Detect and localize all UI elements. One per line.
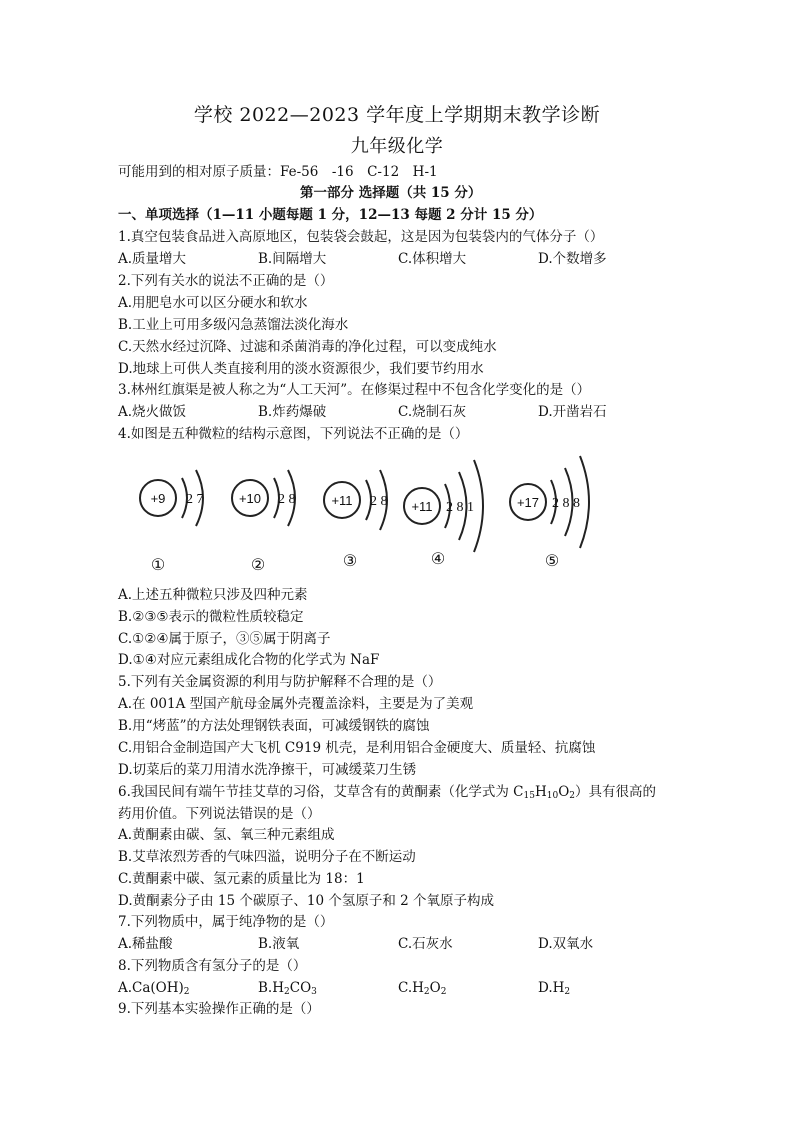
question-1-option-b[interactable]: B.间隔增大	[258, 251, 327, 267]
question-6-stem-text: 6.我国民间有端午节挂艾草的习俗，艾草含有的黄酮素（化学式为 C	[118, 784, 524, 800]
atom-3-label: ③	[342, 553, 358, 570]
part-heading: 第一部分 选择题（共 15 分）	[300, 185, 482, 201]
atom-4-label: ④	[430, 551, 446, 568]
formula-part: A.Ca(OH)	[118, 980, 184, 996]
subscript: 15	[523, 791, 535, 801]
question-8-stem: 8.下列物质含有氢分子的是（）	[118, 958, 307, 974]
question-1-option-d[interactable]: D.个数增多	[538, 251, 607, 267]
question-7-option-b[interactable]: B.液氧	[258, 936, 300, 952]
question-8-option-a[interactable]	[118, 979, 190, 1001]
atom-5-nucleus: +17	[516, 495, 540, 510]
question-6-stem	[118, 783, 656, 805]
atom-1-label: ①	[150, 557, 166, 574]
question-8-option-b[interactable]	[258, 979, 317, 1001]
atomic-mass-note: 可能用到的相对原子质量：Fe-56 -16 C-12 H-1	[118, 164, 438, 180]
formula-part: D.H	[538, 980, 565, 996]
question-5-option-a[interactable]: A.在 001A 型国产航母金属外壳覆盖涂料，主要是为了美观	[118, 696, 474, 712]
question-7-option-a[interactable]: A.稀盐酸	[118, 936, 173, 952]
question-4-option-b[interactable]: B.②③⑤表示的微粒性质较稳定	[118, 609, 304, 625]
subscript: 2	[284, 987, 290, 997]
subscript: 3	[311, 987, 317, 997]
subscript: 2	[423, 987, 430, 997]
question-4-option-c[interactable]: C.①②④属于原子，③⑤属于阴离子	[118, 631, 331, 647]
subscript: 2	[569, 791, 576, 801]
question-5-option-c[interactable]: C.用铝合金制造国产大飞机 C919 机壳，是利用铝合金硬度大、质量轻、抗腐蚀	[118, 740, 596, 756]
subscript: 2	[183, 987, 190, 997]
question-8-option-c[interactable]	[398, 979, 446, 1001]
exam-subtitle: 九年级化学	[350, 136, 444, 157]
question-1-stem: 1.真空包装食品进入高原地区，包装袋会鼓起，这是因为包装袋内的气体分子（）	[118, 229, 604, 245]
question-2-option-d[interactable]: D.地球上可供人类直接利用的淡水资源很少，我们要节约用水	[118, 361, 484, 377]
section-heading: 一、单项选择（1—11 小题每题 1 分，12—13 每题 2 分计 15 分）	[118, 207, 543, 223]
atom-1-shells: 2 7	[186, 492, 204, 507]
atomic-structure-diagram	[118, 448, 618, 578]
atom-2-nucleus: +10	[238, 491, 262, 506]
question-4-option-d[interactable]: D.①④对应元素组成化合物的化学式为 NaF	[118, 652, 380, 668]
formula-part: B.H	[258, 980, 284, 996]
question-6-option-c[interactable]: C.黄酮素中碳、氢元素的质量比为 18：1	[118, 871, 365, 887]
formula-part: O	[558, 784, 570, 800]
question-2-option-a[interactable]: A.用肥皂水可以区分硬水和软水	[118, 295, 308, 311]
question-8-option-d[interactable]	[538, 979, 570, 1001]
question-7-stem: 7.下列物质中，属于纯净物的是（）	[118, 914, 334, 930]
atom-5-shells: 2 8 8	[552, 496, 580, 511]
formula-part: O	[429, 980, 441, 996]
atom-3-nucleus: +11	[331, 493, 353, 508]
question-3-option-a[interactable]: A.烧火做饭	[118, 404, 187, 420]
question-6-option-b[interactable]: B.艾草浓烈芳香的气味四溢，说明分子在不断运动	[118, 849, 416, 865]
question-9-stem: 9.下列基本实验操作正确的是（）	[118, 1001, 320, 1017]
formula-part: C.H	[398, 980, 424, 996]
question-2-option-c[interactable]: C.天然水经过沉降、过滤和杀菌消毒的净化过程，可以变成纯水	[118, 339, 497, 355]
question-5-stem: 5.下列有关金属资源的利用与防护解释不合理的是（）	[118, 674, 442, 690]
atom-5-label: ⑤	[544, 553, 560, 570]
subscript: 10	[546, 791, 559, 801]
question-3-option-c[interactable]: C.烧制石灰	[398, 404, 467, 420]
atom-4-shells: 2 8 1	[446, 500, 474, 515]
subscript: 2	[440, 987, 447, 997]
question-5-option-d[interactable]: D.切菜后的菜刀用清水洗净擦干，可减缓菜刀生锈	[118, 762, 417, 778]
question-6-stem-line2: 药用价值。下列说法错误的是（）	[118, 806, 321, 822]
question-7-option-d[interactable]: D.双氧水	[538, 936, 594, 952]
formula-part: CO	[289, 980, 312, 996]
subscript: 2	[564, 987, 571, 997]
question-4-option-a[interactable]: A.上述五种微粒只涉及四种元素	[118, 587, 308, 603]
question-6-option-d[interactable]: D.黄酮素分子由 15 个碳原子、10 个氢原子和 2 个氧原子构成	[118, 893, 495, 909]
atom-2-label: ②	[250, 557, 266, 574]
atom-1-nucleus: +9	[150, 491, 166, 506]
question-2-stem: 2.下列有关水的说法不正确的是（）	[118, 273, 334, 289]
question-3-stem: 3.林州红旗渠是被人称之为“人工天河”。在修渠过程中不包含化学变化的是（）	[118, 382, 591, 398]
question-1-option-c[interactable]: C.体积增大	[398, 251, 467, 267]
question-2-option-b[interactable]: B.工业上可用多级闪急蒸馏法淡化海水	[118, 317, 349, 333]
question-4-stem: 4.如图是五种微粒的结构示意图，下列说法不正确的是（）	[118, 426, 469, 442]
question-7-option-c[interactable]: C.石灰水	[398, 936, 453, 952]
question-6-option-a[interactable]: A.黄酮素由碳、氢、氧三种元素组成	[118, 827, 335, 843]
question-6-stem-tail: ）具有很高的	[575, 784, 657, 800]
exam-title: 学校 2022—2023 学年度上学期期末教学诊断	[193, 104, 601, 126]
atom-3-shells: 2 8	[370, 494, 388, 509]
question-1-option-a[interactable]: A.质量增大	[118, 251, 187, 267]
atom-2-shells: 2 8	[278, 492, 296, 507]
question-5-option-b[interactable]: B.用“烤蓝”的方法处理钢铁表面，可减缓钢铁的腐蚀	[118, 718, 430, 734]
question-3-option-b[interactable]: B.炸药爆破	[258, 404, 327, 420]
atom-4-nucleus: +11	[411, 499, 433, 514]
question-3-option-d[interactable]: D.开凿岩石	[538, 404, 607, 420]
formula-part: H	[534, 784, 547, 800]
